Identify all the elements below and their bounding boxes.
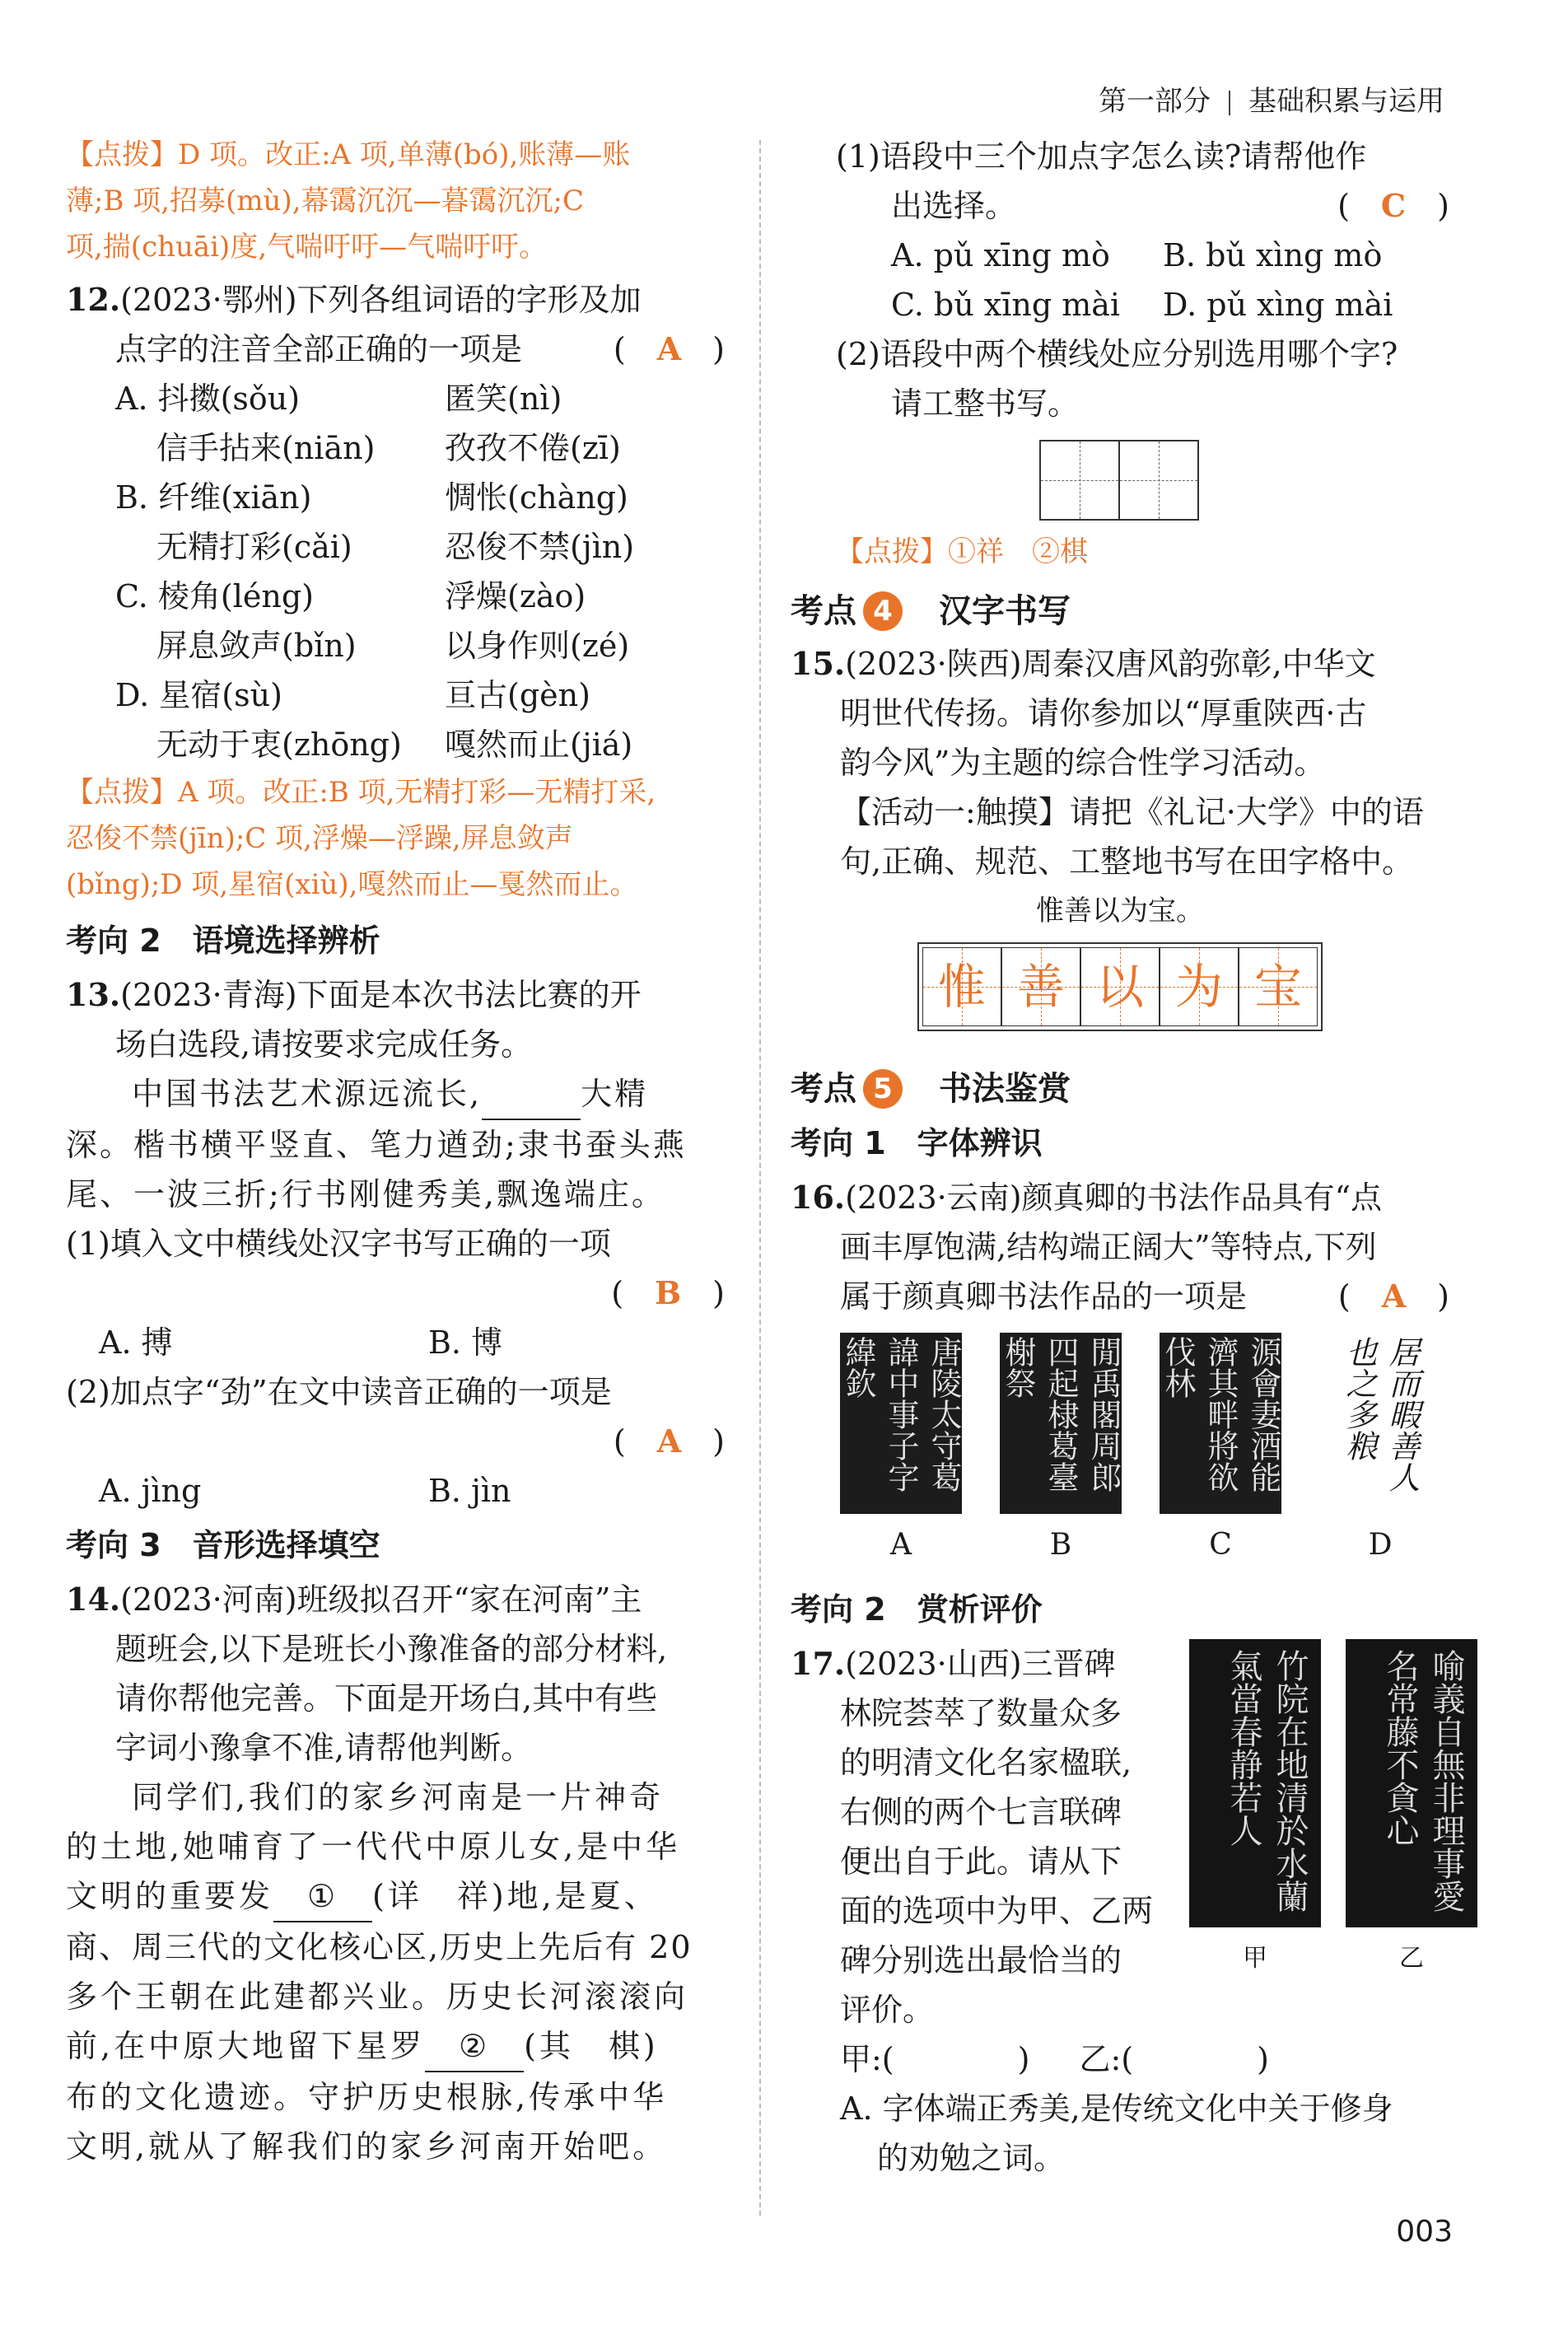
question-stem: 画丰厚饱满,结构端正阔大”等特点,下列 (840, 1229, 1377, 1265)
passage-text: 的土地,她哺育了一代代中原儿女,是中华 (66, 1829, 681, 1865)
question-stem: (2023·青海)下面是本次书法比赛的开 (120, 977, 642, 1013)
sub-question: 出选择。 (891, 188, 1017, 224)
question-stem: 明世代传扬。请你参加以“厚重陕西·古 (840, 695, 1367, 731)
calligraphy-options (791, 1333, 1449, 1570)
question-stem: 便出自于此。请从下 (840, 1843, 1122, 1880)
note-line: 【点拨】D 项。改正:A 项,单薄(bó),账薄—账 (66, 138, 631, 171)
grid-char: 宝 (1239, 947, 1318, 1026)
option: D. pǔ xìng mài (1163, 287, 1393, 323)
question-stem: (2023·山西)三晋碑 (845, 1646, 1116, 1682)
passage-text: 布的文化遗迹。守护历史根脉,传承中华 (66, 2079, 668, 2115)
topic-heading-5 (791, 1064, 1449, 1114)
option: D. 星宿(sù) (115, 677, 282, 713)
topic-label: 考点 (791, 1070, 856, 1108)
fill-blank-1: ① (273, 1871, 372, 1922)
note-line: 薄;B 项,招募(mù),幕霭沉沉—暮霭沉沉;C (66, 185, 584, 217)
question-stem: 面的选项中为甲、乙两 (840, 1893, 1154, 1929)
answer-bracket: ( A ) (1337, 1278, 1449, 1315)
option: 无精打彩(cǎi) (156, 529, 352, 565)
question-16 (791, 1173, 1449, 1570)
option-label: C (1209, 1528, 1232, 1562)
stele-jia: 竹院在地清於水蘭氣當春静若人 (1189, 1639, 1321, 1927)
sub-question: (1)语段中三个加点字怎么读?请帮他作 (836, 138, 1367, 175)
section-heading: 考向 2 语境选择辨析 (66, 923, 380, 959)
page-number: 003 (1396, 2215, 1453, 2249)
bracket-close: ) (1017, 2041, 1030, 2077)
option: A. 字体端正秀美,是传统文化中关于修身 (840, 2090, 1393, 2127)
question-stem: (2023·云南)颜真卿的书法作品具有“点 (845, 1180, 1382, 1216)
question-15 (791, 639, 1449, 1031)
question-stem: 碑分别选出最恰当的 (840, 1942, 1122, 1978)
note-line: 项,揣(chuāi)度,气喘吁吁—气喘吁吁。 (66, 231, 548, 264)
answer-label-yi: 乙:( (1079, 2041, 1134, 2077)
option: 忍俊不禁(jìn) (445, 529, 635, 565)
option: 孜孜不倦(zī) (445, 430, 621, 466)
option: A. jìng (99, 1473, 202, 1509)
option: 亘古(gèn) (445, 677, 590, 713)
passage-text: 前,在中原大地留下星罗 (66, 2028, 426, 2064)
grid-char: 为 (1160, 947, 1239, 1026)
note-12 (66, 769, 725, 908)
passage-text: 文明的重要发 (66, 1878, 274, 1914)
sub-question: (2)语段中两个横线处应分别选用哪个字? (836, 336, 1398, 372)
option-label: B (1049, 1528, 1072, 1562)
topic-number-badge: 5 (863, 1069, 903, 1109)
writing-grid[interactable] (791, 440, 1449, 521)
calligraphy-image: 唐陵太守葛諱中事子字緯欽 (840, 1333, 962, 1514)
calligraphy-option-a[interactable] (840, 1333, 962, 1570)
question-stem: 【活动一:触摸】请把《礼记·大学》中的语 (840, 794, 1424, 830)
option: A. 抖擞(sǒu) (115, 381, 301, 417)
calligraphy-option-c[interactable] (1160, 1333, 1281, 1570)
grid-char: 善 (1001, 947, 1080, 1026)
passage-text: 多个王朝在此建都兴业。历史长河滚滚向 (66, 1978, 689, 2015)
option: B. 纤维(xiān) (115, 479, 312, 516)
question-stem: 属于颜真卿书法作品的一项是 (840, 1278, 1248, 1315)
calligraphy-image: 居而暇善人也之多粮 (1319, 1333, 1441, 1514)
question-stem: 字词小豫拿不准,请帮他判断。 (115, 1730, 533, 1766)
option: B. 博 (428, 1324, 503, 1361)
question-stem: 的明清文化名家楹联, (840, 1745, 1132, 1781)
passage-text: 尾、一波三折;行书刚健秀美,飘逸端庄。 (66, 1176, 665, 1212)
question-number: 16. (791, 1179, 846, 1216)
option: B. jìn (428, 1473, 511, 1509)
note-line: 忍俊不禁(jīn);C 项,浮燥—浮躁,屏息敛声 (66, 822, 573, 855)
answer: C (1380, 187, 1407, 224)
answer: A (1381, 1278, 1407, 1315)
option: 的劝勉之词。 (877, 2140, 1066, 2176)
passage-text: 商、周三代的文化核心区,历史上先后有 20 (66, 1929, 693, 1965)
stele-images (1189, 1639, 1477, 1983)
option-label: D (1368, 1528, 1393, 1562)
passage-text: 同学们,我们的家乡河南是一片神奇 (132, 1779, 665, 1815)
question-stem: 点字的注音全部正确的一项是 (115, 331, 523, 367)
stele-label: 乙 (1399, 1944, 1424, 1973)
answer: B (655, 1274, 682, 1311)
topic-title: 汉字书写 (939, 592, 1071, 630)
section-heading: 考向 2 赏析评价 (791, 1591, 1043, 1628)
right-column (791, 132, 1465, 2183)
option: A. pǔ xīng mò (891, 237, 1110, 273)
question-stem: 韵今风”为主题的综合性学习活动。 (840, 745, 1326, 781)
grid-char: 惟 (922, 947, 1001, 1026)
question-stem: (2023·鄂州)下列各组词语的字形及加 (120, 282, 642, 318)
question-number: 12. (66, 281, 121, 318)
quote-text: 惟善以为宝。 (1036, 895, 1204, 927)
passage-text: 大精 (581, 1076, 649, 1112)
section-heading: 考向 1 字体辨识 (791, 1125, 1043, 1161)
answer: A (656, 330, 682, 367)
topic-heading-4 (791, 586, 1449, 636)
note-11 (66, 132, 725, 270)
section-heading: 考向 3 音形选择填空 (66, 1527, 380, 1563)
fill-blank-2: ② (425, 2021, 524, 2072)
grid-cell[interactable] (1039, 440, 1120, 521)
sub-question: 请工整书写。 (891, 385, 1080, 422)
question-number: 14. (66, 1581, 121, 1618)
option: 嘎然而止(jiá) (445, 726, 633, 763)
question-stem: 请你帮他完善。下面是开场白,其中有些 (115, 1680, 658, 1717)
answer-bracket: ( C ) (1337, 187, 1449, 224)
sub-question: (2)加点字“劲”在文中读音正确的一项是 (66, 1374, 612, 1410)
answer-bracket: ( A ) (613, 1422, 725, 1460)
question-number: 17. (791, 1645, 846, 1682)
fill-blank (482, 1069, 581, 1120)
question-stem: 右侧的两个七言联碑 (840, 1794, 1122, 1830)
option: C. bǔ xīng mài (891, 287, 1121, 323)
header-title: 基础积累与运用 (1248, 85, 1444, 118)
passage-text: (其 棋) (524, 2028, 659, 2064)
passage-text: 文明,就从了解我们的家乡河南开始吧。 (66, 2128, 668, 2165)
answer-label-jia: 甲:( (840, 2041, 894, 2077)
calligraphy-option-b[interactable] (1000, 1333, 1122, 1570)
stele-yi: 喻義自無非理事愛名常藤不貪心 (1346, 1639, 1477, 1927)
option-label: A (890, 1528, 912, 1562)
question-stem: (2023·陕西)周秦汉唐风韵弥彰,中华文 (845, 646, 1376, 682)
option: A. 搏 (99, 1324, 173, 1361)
question-13 (66, 970, 725, 1516)
answer-bracket: ( A ) (613, 330, 725, 367)
question-14 (66, 1575, 725, 2171)
passage-text: (详 祥)地,是夏、 (372, 1878, 659, 1914)
answer-blank[interactable] (894, 2034, 1018, 2084)
question-17 (791, 1639, 1465, 2183)
answer-blank[interactable] (1133, 2034, 1257, 2084)
option: 匿笑(nì) (445, 381, 562, 417)
option: 信手拈来(niān) (156, 430, 376, 466)
question-number: 13. (66, 976, 121, 1013)
option: 屏息敛声(bǐn) (156, 628, 357, 664)
question-stem: 林院荟萃了数量众多 (840, 1695, 1122, 1731)
note-line: (bǐng);D 项,星宿(xiù),嘎然而止—戛然而止。 (66, 868, 638, 901)
question-stem: 场白选段,请按要求完成任务。 (115, 1026, 533, 1063)
passage-text: 中国书法艺术源远流长, (132, 1076, 483, 1112)
question-number: 15. (791, 645, 846, 682)
left-column (66, 132, 725, 2171)
option: C. 棱角(léng) (115, 578, 314, 614)
header-separator (1229, 91, 1230, 115)
topic-title: 书法鉴赏 (939, 1070, 1071, 1108)
grid-cell[interactable] (1118, 440, 1199, 521)
option: 以身作则(zé) (445, 628, 630, 664)
answer-bracket: ( B ) (611, 1274, 725, 1311)
option: 惆怅(chàng) (445, 479, 628, 516)
column-divider (759, 140, 761, 2216)
note-line: 【点拨】A 项。改正:B 项,无精打彩—无精打采, (66, 776, 656, 809)
question-stem: (2023·河南)班级拟召开“家在河南”主 (120, 1581, 642, 1618)
header-part: 第一部分 (1099, 85, 1211, 118)
option: 浮燥(zào) (445, 578, 586, 614)
tianzige-grid (917, 942, 1323, 1031)
calligraphy-image: 閒禹閣周郎四起棣葛臺榭祭 (1000, 1333, 1122, 1514)
passage-text: 深。楷书横平竖直、笔力遒劲;隶书蚕头燕 (66, 1127, 687, 1163)
question-stem: 题班会,以下是班长小豫准备的部分材料, (115, 1631, 668, 1667)
calligraphy-image: 源會妻酒能濟其畔將欲伐林 (1160, 1333, 1281, 1514)
bracket-close: ) (1257, 2041, 1269, 2077)
answer: A (656, 1422, 682, 1460)
note-14: 【点拨】①祥 ②棋 (836, 535, 1088, 568)
question-stem: 句,正确、规范、工整地书写在田字格中。 (840, 843, 1414, 880)
stele-label: 甲 (1243, 1944, 1267, 1973)
calligraphy-option-d[interactable] (1319, 1333, 1441, 1570)
sub-question: (1)填入文中横线处汉字书写正确的一项 (66, 1226, 611, 1262)
option: 无动于衷(zhōng) (156, 726, 402, 763)
option: B. bǔ xìng mò (1163, 237, 1383, 273)
topic-number-badge: 4 (863, 591, 903, 631)
topic-label: 考点 (791, 592, 856, 630)
question-stem: 评价。 (840, 1992, 935, 2028)
question-12 (66, 275, 725, 908)
page-header (1099, 78, 1444, 119)
grid-char: 以 (1080, 947, 1160, 1026)
